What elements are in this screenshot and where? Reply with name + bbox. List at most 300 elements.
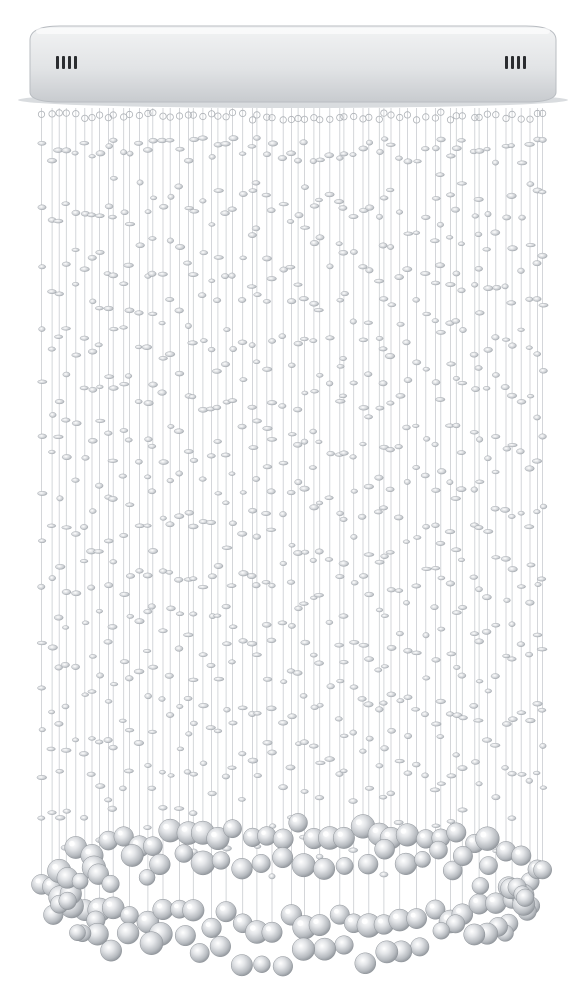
crystal-bead — [376, 406, 384, 410]
crystal-bead — [62, 454, 71, 459]
crystal-bead — [206, 726, 216, 730]
crystal-bead — [422, 773, 429, 778]
crystal-bead — [316, 761, 326, 765]
crystal-bead — [200, 251, 208, 255]
crystal-bead — [432, 196, 440, 200]
crystal-bead — [492, 795, 500, 800]
crystal-bead — [38, 539, 46, 543]
crystal-bead — [177, 704, 184, 708]
crystal-bead — [475, 232, 482, 237]
crystal-bead — [160, 516, 167, 520]
crystal-bead — [49, 412, 56, 417]
crystal-bead — [484, 147, 491, 151]
crystal-bead — [89, 509, 96, 514]
crystal-ball-highlight — [250, 925, 256, 931]
crystal-bead — [189, 678, 199, 682]
crystal-bead — [229, 273, 236, 279]
crystal-bead — [239, 639, 248, 644]
crystal-bead — [145, 763, 152, 767]
crystal-bead — [412, 584, 421, 588]
crystal-bead — [432, 146, 439, 151]
crystal-bead — [483, 529, 493, 533]
crystal-bead — [437, 735, 444, 739]
crystal-bead — [253, 419, 262, 423]
crystal-bead — [492, 160, 498, 165]
crystal-bead — [229, 721, 238, 725]
crystal-bead — [80, 141, 89, 145]
crystal-ball — [59, 892, 77, 910]
crystal-bead — [38, 434, 47, 439]
crystal-bead — [105, 375, 114, 379]
crystal-bead — [72, 151, 79, 155]
crystal-bead — [492, 470, 499, 474]
crystal-bead — [248, 405, 257, 409]
crystal-bead — [386, 551, 395, 555]
crystal-bead — [263, 677, 272, 681]
crystal-bead — [294, 283, 303, 287]
crystal-bead — [184, 696, 192, 701]
crystal-ball — [479, 857, 497, 875]
crystal-bead — [339, 660, 348, 664]
crystal-bead — [262, 580, 270, 584]
crystal-ball-highlight — [237, 918, 242, 923]
crystal-ball-highlight — [247, 832, 252, 837]
crystal-bead — [336, 156, 343, 161]
crystal-bead — [279, 404, 287, 409]
crystal-bead — [508, 343, 516, 349]
crystal-bead — [199, 653, 208, 657]
crystal-bead — [458, 808, 468, 812]
crystal-bead — [396, 631, 403, 636]
crystal-bead — [148, 786, 156, 791]
crystal-bead — [165, 138, 174, 142]
crystal-bead — [262, 193, 271, 197]
crystal-bead — [62, 626, 69, 630]
crystal-bead — [88, 349, 97, 354]
crystal-bead — [484, 286, 494, 291]
crystal-bead — [189, 137, 198, 142]
crystal-bead — [423, 312, 431, 316]
crystal-bead — [134, 669, 144, 674]
crystal-bead — [168, 424, 175, 428]
crystal-bead — [252, 226, 260, 231]
crystal-ball — [375, 839, 395, 859]
crystal-bead — [125, 438, 132, 442]
crystal-bead — [470, 703, 478, 708]
crystal-bead — [540, 504, 547, 509]
crystal-bead — [458, 288, 466, 293]
crystal-bead — [387, 645, 396, 650]
crystal-bead — [135, 311, 144, 316]
crystal-bead — [262, 256, 271, 261]
crystal-ball-highlight — [420, 833, 425, 838]
crystal-bead — [125, 308, 134, 313]
crystal-ball — [212, 852, 230, 870]
crystal-bead — [403, 540, 410, 544]
crystal-bead — [214, 256, 224, 260]
crystal-bead — [54, 219, 64, 223]
crystal-bead — [301, 640, 310, 645]
crystal-bead — [287, 490, 295, 495]
crystal-ball-highlight — [323, 831, 329, 837]
crystal-bead — [438, 576, 445, 580]
crystal-bead — [238, 706, 247, 710]
crystal-bead — [127, 614, 134, 618]
crystal-bead — [435, 397, 445, 401]
crystal-bead — [143, 649, 151, 653]
crystal-bead — [119, 786, 126, 791]
crystal-ball-highlight — [220, 906, 225, 911]
crystal-bead — [490, 743, 500, 747]
crystal-bead — [349, 640, 359, 644]
crystal-bead — [518, 772, 527, 776]
crystal-bead — [263, 299, 271, 303]
crystal-bead — [446, 154, 455, 158]
crystal-bead — [174, 514, 184, 519]
crystal-bead — [316, 501, 323, 505]
crystal-bead — [72, 664, 80, 670]
crystal-bead — [175, 371, 184, 376]
crystal-bead — [421, 215, 430, 220]
crystal-bead — [124, 263, 134, 268]
crystal-bead — [82, 693, 89, 697]
crystal-bead — [437, 137, 446, 142]
crystal-bead — [470, 575, 478, 580]
crystal-bead — [55, 399, 64, 404]
crystal-bead — [527, 394, 534, 398]
crystal-ball-highlight — [308, 832, 313, 837]
crystal-bead — [280, 511, 287, 517]
crystal-bead — [335, 399, 345, 403]
crystal-bead — [508, 246, 518, 251]
crystal-bead — [437, 469, 446, 475]
crystal-ball — [472, 878, 489, 895]
crystal-bead — [190, 772, 198, 776]
crystal-bead — [503, 215, 511, 220]
crystal-bead — [135, 345, 142, 349]
crystal-bead — [475, 366, 483, 371]
crystal-bead — [249, 343, 255, 348]
crystal-ball-highlight — [373, 828, 379, 834]
crystal-bead — [310, 158, 317, 163]
crystal-bead — [144, 524, 152, 528]
crystal-bead — [227, 584, 236, 588]
crystal-bead — [125, 374, 132, 379]
crystal-bead — [340, 769, 347, 773]
crystal-ball-highlight — [52, 864, 58, 870]
crystal-ball — [314, 938, 336, 960]
crystal-bead — [294, 158, 301, 163]
crystal-bead — [358, 696, 367, 701]
crystal-bead — [526, 243, 535, 247]
crystal-bead — [459, 716, 468, 720]
crystal-bead — [519, 215, 526, 220]
crystal-bead — [432, 566, 440, 570]
crystal-bead — [208, 791, 217, 796]
crystal-bead — [359, 643, 369, 647]
crystal-bead — [49, 575, 56, 580]
crystal-bead — [267, 400, 277, 405]
crystal-bead — [492, 373, 499, 378]
crystal-bead — [491, 434, 500, 438]
crystal-bead — [386, 188, 394, 192]
crystal-ball — [273, 847, 293, 867]
crystal-bead — [351, 489, 358, 493]
crystal-ball-highlight — [69, 841, 75, 847]
crystal-bead — [72, 738, 79, 742]
crystal-bead — [80, 267, 90, 272]
crystal-bead — [97, 673, 104, 678]
crystal-bead — [215, 492, 222, 496]
crystal-bead — [386, 143, 395, 147]
crystal-bead — [80, 336, 89, 340]
crystal-bead — [404, 733, 411, 739]
crystal-bead — [397, 699, 404, 703]
crystal-bead — [502, 765, 509, 770]
crystal-bead — [209, 223, 215, 227]
crystal-bead — [374, 510, 382, 514]
crystal-bead — [413, 360, 421, 365]
crystal-bead — [293, 442, 302, 447]
crystal-bead — [55, 292, 64, 296]
crystal-bead — [279, 461, 288, 465]
crystal-bead — [190, 612, 198, 616]
crystal-bead — [350, 455, 357, 460]
crystal-bead — [110, 176, 117, 180]
crystal-ball — [252, 854, 270, 872]
crystal-bead — [379, 506, 387, 510]
crystal-bead — [359, 405, 369, 410]
crystal-ball — [309, 914, 330, 935]
crystal-bead — [144, 609, 152, 614]
crystal-bead — [48, 710, 54, 714]
crystal-bead — [47, 158, 57, 163]
crystal-bead — [288, 714, 297, 719]
crystal-ball-highlight — [362, 918, 368, 924]
crystal-bead — [286, 151, 295, 156]
crystal-bead — [379, 243, 387, 248]
crystal-bead — [366, 736, 373, 741]
crystal-bead — [96, 784, 106, 789]
crystal-bead — [121, 210, 129, 215]
crystal-bead — [221, 274, 229, 279]
crystal-bead — [174, 807, 184, 811]
crystal-bead — [87, 213, 95, 217]
crystal-bead — [55, 721, 64, 726]
crystal-ball-highlight — [163, 824, 169, 830]
crystal-bead — [414, 160, 422, 164]
crystal-bead — [263, 740, 273, 745]
crystal-ball — [376, 941, 398, 963]
crystal-ball — [231, 955, 252, 976]
crystal-bead — [394, 515, 403, 520]
crystal-bead — [183, 633, 193, 637]
crystal-bead — [110, 682, 118, 686]
crystal-bead — [148, 489, 156, 494]
crystal-bead — [387, 692, 396, 697]
crystal-bead — [136, 569, 144, 574]
crystal-bead — [309, 744, 318, 748]
crystal-bead — [230, 346, 237, 352]
crystal-bead — [381, 614, 389, 618]
crystal-bead — [451, 496, 461, 500]
crystal-bead — [350, 730, 357, 735]
crystal-ball — [216, 902, 236, 922]
crystal-bead — [485, 211, 491, 217]
crystal-bead — [105, 583, 113, 588]
crystal-bead — [458, 558, 465, 562]
crystal-ball-highlight — [103, 835, 108, 840]
crystal-bead — [38, 816, 45, 820]
crystal-bead — [309, 466, 317, 470]
crystal-bead — [432, 523, 440, 528]
crystal-bead — [413, 297, 420, 302]
crystal-ball-highlight — [473, 898, 478, 903]
crystal-bead — [263, 426, 273, 430]
crystal-bead — [404, 479, 410, 484]
crystal-ball — [476, 827, 500, 851]
crystal-bead — [247, 285, 256, 289]
crystal-bead — [365, 786, 374, 790]
crystal-bead — [447, 480, 453, 485]
crystal-bead — [310, 301, 319, 306]
crystal-ball — [190, 943, 209, 962]
crystal-bead — [198, 136, 208, 141]
crystal-bead — [508, 816, 516, 821]
crystal-bead — [95, 214, 104, 218]
crystal-bead — [267, 638, 276, 643]
crystal-bead — [315, 661, 324, 666]
crystal-bead — [268, 339, 275, 344]
crystal-bead — [534, 352, 541, 357]
crystal-bead — [471, 282, 478, 287]
crystal-bead — [436, 541, 445, 545]
crystal-bead — [137, 180, 143, 185]
crystal-bead — [458, 766, 468, 771]
crystal-bead — [375, 707, 383, 713]
crystal-bead — [471, 387, 479, 392]
crystal-bead — [135, 619, 145, 624]
crystal-bead — [533, 701, 543, 706]
crystal-bead — [470, 430, 478, 434]
crystal-bead — [175, 646, 183, 652]
crystal-bead — [386, 447, 395, 452]
crystal-bead — [404, 695, 412, 700]
crystal-bead — [95, 740, 103, 744]
crystal-bead — [207, 454, 215, 459]
crystal-bead — [109, 386, 119, 391]
crystal-bead — [537, 648, 547, 652]
crystal-bead — [189, 394, 196, 399]
crystal-bead — [248, 758, 258, 763]
crystal-bead — [293, 671, 302, 676]
crystal-ball-highlight — [211, 832, 217, 838]
crystal-ball — [453, 846, 472, 865]
crystal-bead — [176, 612, 184, 616]
crystal-bead — [254, 293, 262, 297]
crystal-bead — [526, 346, 533, 350]
crystal-bead — [502, 722, 511, 727]
crystal-bead — [453, 376, 460, 380]
crystal-bead — [229, 472, 235, 476]
crystal-bead — [148, 730, 156, 734]
crystal-bead — [253, 476, 260, 481]
crystal-bead — [82, 455, 90, 460]
crystal-bead — [471, 487, 478, 493]
crystal-bead — [104, 737, 113, 742]
crystal-bead — [340, 152, 348, 156]
crystal-bead — [148, 271, 156, 277]
crystal-bead — [525, 142, 535, 146]
crystal-bead — [240, 491, 247, 495]
crystal-bead — [61, 418, 70, 422]
crystal-bead — [120, 592, 130, 597]
crystal-strands — [38, 108, 546, 926]
crystal-bead — [266, 706, 276, 711]
crystal-ball — [202, 918, 222, 938]
crystal-bead — [453, 665, 460, 669]
crystal-bead — [48, 811, 57, 815]
crystal-bead — [315, 198, 322, 202]
crystal-bead — [38, 584, 45, 589]
crystal-bead — [445, 530, 455, 534]
crystal-bead — [221, 141, 231, 146]
crystal-bead — [421, 712, 428, 717]
crystal-ball — [407, 909, 427, 929]
crystal-bead — [447, 362, 456, 366]
crystal-bead — [135, 399, 142, 403]
crystal-bead — [397, 322, 405, 326]
crystal-bead — [376, 764, 383, 769]
crystal-bead — [387, 588, 396, 593]
crystal-bead — [62, 526, 72, 530]
crystal-bead — [105, 204, 113, 209]
crystal-bead — [278, 621, 287, 625]
crystal-bead — [72, 353, 81, 357]
crystal-bead — [379, 795, 387, 799]
crystal-bead — [310, 653, 317, 657]
crystal-bead — [517, 711, 526, 715]
crystal-bead — [310, 339, 317, 343]
crystal-bead — [174, 577, 183, 582]
crystal-bead — [501, 556, 511, 561]
crystal-bead — [452, 146, 461, 151]
crystal-bead — [55, 564, 65, 569]
crystal-bead — [470, 352, 478, 357]
crystal-bead — [340, 517, 347, 522]
crystal-ball-highlight — [348, 918, 353, 923]
crystal-bead — [301, 439, 308, 444]
crystal-bead — [288, 433, 296, 437]
crystal-ball-highlight — [500, 845, 505, 850]
crystal-bead — [349, 214, 358, 218]
crystal-ball-highlight — [124, 910, 129, 915]
crystal-bead — [339, 561, 349, 567]
crystal-bead — [508, 657, 517, 661]
crystal-bead — [149, 138, 158, 143]
crystal-bead — [72, 421, 81, 426]
crystal-bead — [143, 573, 152, 578]
crystal-bead — [453, 753, 460, 758]
crystal-bead — [238, 797, 245, 801]
crystal-ball-highlight — [515, 850, 520, 855]
crystal-bead — [386, 487, 394, 492]
crystal-bead — [475, 149, 484, 154]
crystal-bead — [325, 757, 335, 762]
crystal-bead — [381, 665, 389, 669]
crystal-bead — [48, 347, 56, 351]
crystal-bead — [200, 199, 207, 204]
